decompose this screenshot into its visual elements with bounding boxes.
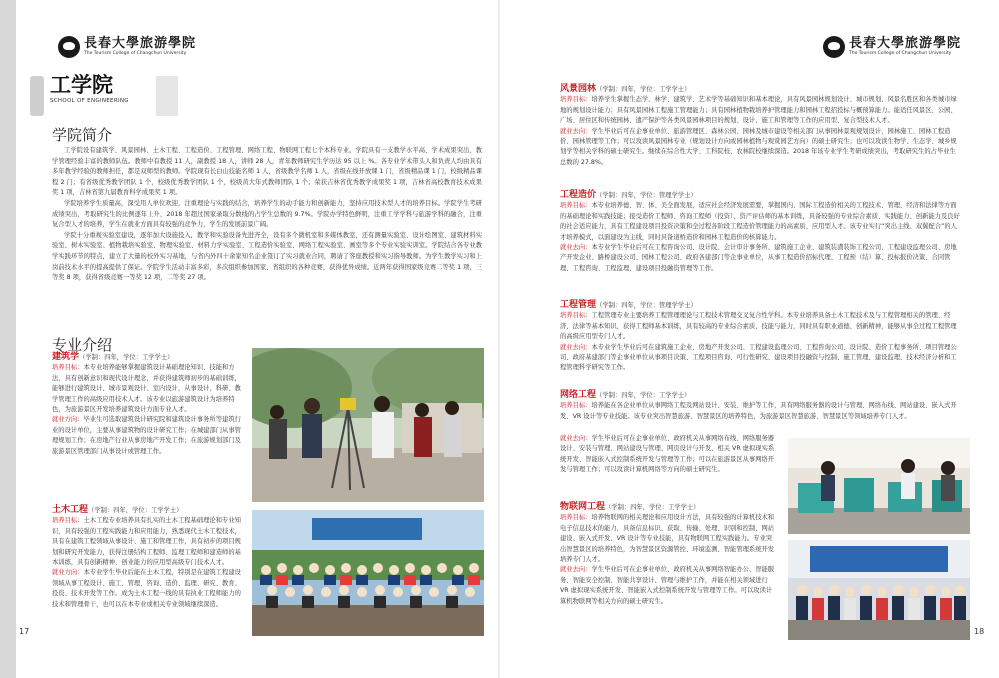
- intro-body: [52, 146, 482, 284]
- right-page: [500, 0, 999, 678]
- goal-text: 工程管理专业主要培养工程管理理论与工程技术管理交叉复合性学科。本专业培养具备土木工程技术及与工程管理相关的管理、经济、法律等基本知识，获得工程师基本训练，具有较高的专业综合素质、技能与能力，同时具有职业道德、创新精神，能够从事全过程工程管理的高级应用型专门人才。: [560, 312, 957, 341]
- goal-label: 培养目标：: [560, 96, 592, 104]
- major-engineering-cost: [560, 190, 960, 274]
- goal-label: 培养目标：: [560, 312, 592, 320]
- major-meta: （学制：四年，学位：管理学学士）: [596, 192, 697, 199]
- goal-label: 培养目标：: [560, 402, 592, 410]
- major-iot-engineering: [560, 502, 778, 607]
- job-text: 学生毕业后可在企事业单位、政府机关从事网络智能办公、智能服务、智能安全控制、智能共享设计、管理与维护工作，并能在相关领域进行 VR 虚拟现实系统开发、智能嵌入式控制系统开发与管理等工作。可以攻读计算机物联网等相关方向的硕士研究生。: [560, 566, 775, 605]
- major-network-engineering-intro: [560, 390, 960, 422]
- major-meta: （学制：四年，学位：工学学士）: [605, 504, 700, 511]
- section-subtitle: SCHOOL OF ENGINEERING: [50, 98, 129, 104]
- section-tab-decoration: [30, 76, 44, 116]
- job-label: 就业方向：: [52, 569, 84, 577]
- intro-paragraph: 学院十分重视实验室建设，逐年加大设施投入，教学和实验设备先进齐全，设有多个微机室和多媒体教室，还有测量实验室、设计绘图室、建筑材料实验室、树木实验室、植物栽培实验室、物理实验室、材料力学实验室、工程造价实验室、网络工程实验室、画室等多个专业实验实训室。学院结合各专业教学实践环节的特点，建立了大量的校外实习基地，与省内外四十余家知名企业签订了实习就业合同，聘请了客座教授和实习指导教师。为学生教学实习和上岗前技术水平的提高提供了保证。学院学生活动丰富多彩，多次组织参加国家、省组织的各种竞赛，获得优异成绩。近两年获得国家级竞赛二等奖 1 项，三等奖 8 项，获得省级竞赛一等奖 12 项，二等奖 27 项。: [52, 231, 482, 282]
- major-meta: （学制：四年，学位：管理学学士）: [596, 302, 697, 309]
- job-label: 就业去向：: [560, 127, 592, 135]
- major-meta: （学制：四年，学位：工学学士）: [79, 354, 174, 361]
- job-text: 毕业生可选取建筑设计研究院和建筑设计事务所等建筑行业的设计单位，主要从事建筑物的设计研究工作；在城建部门从事管理规划工作；在房地产行业从事房地产开发工作；在旅游规划部门及旅游景区管理部门从事设计或管理工作。: [52, 416, 241, 455]
- university-logo-icon: [58, 36, 80, 58]
- major-network-engineering-job: [560, 434, 778, 476]
- job-label: 就业去向：: [560, 566, 592, 574]
- right-logo: [823, 36, 961, 58]
- page-number-left: 17: [19, 627, 30, 636]
- photo-surveying-students: [252, 348, 484, 502]
- goal-text: 本专业培养德、智、体、美全面发展，适应社会经济发展需要，掌握国内、国际工程造价相关的工程技术、管理、经济和法律等方面的基础理论和实践技能；接受造价工程师、咨询工程师（投资）、资产评估师的基本训练，具备较强的专业综合素质、实践能力、创新能力及良好的社会适应能力，具有工程建设项目投资决策和全过程各阶段工程造价管理能力的高素质、应用型人才。该专业实行“突出主线、双翼配合”的人才培养模式，以面建设为主线，同时具备道桥造价和园林工程造价的核算能力。: [560, 202, 960, 241]
- left-logo: [58, 36, 196, 58]
- goal-label: 培养目标：: [560, 514, 592, 522]
- page-number-right: 18: [974, 627, 985, 636]
- logo-en: The Tourism College of Changchun University: [84, 51, 187, 56]
- goal-text: 本专业培养能够掌握建筑设计基础理论知识、技能和方法，具有创新意识和现代设计理念，并获得建筑师初步的基础训练，能够进行建筑设计、城市景观设计、室内设计，从事设计、科研、教学管理工作的高级应用技术人才。该专业以旅游建筑设计为培养特色，为旅游景区开发培养建筑设计方面专业人才。: [52, 364, 241, 414]
- majors-heading: 专业介绍: [52, 336, 113, 354]
- goal-label: 培养目标：: [52, 517, 84, 525]
- job-label: 就业去向：: [560, 343, 592, 351]
- job-text: 本专业学生毕业后可在建筑施工企业、房地产开发公司、工程建设监理公司、工程咨询公司、设计院、造价工程事务所、项目管理公司、政府基建部门等企事业单位从事项目决策、工程项目咨询、可行性研究、建设项目投融资与控制、施工管理、建设监理、技术经济分析和工程管理科学研究等工作。: [560, 343, 957, 372]
- major-architecture: [52, 352, 242, 457]
- goal-text: 培养物联网的相关理论和应用设计方法，具有较强的计算机技术和电子信息技术的能力，具备信息标识、获取、传输、处理、识别和控制、网站建设、嵌入式开发、VR 设计等专业技能，具有物联网工程实践能力。专业突出智慧景区的培养特色，为智慧景区资源管控、环境监测、智能管理系统开发培养专门人才。: [560, 514, 775, 564]
- photo-award-group: [788, 540, 970, 640]
- major-name: 工程管理: [560, 300, 597, 310]
- major-engineering-management: [560, 300, 960, 374]
- goal-text: 土木工程专业培养具有扎实的土木工程基础理论和专业知识，具有较强的工程实践能力和应用能力，熟悉现代土木工程技术，具有在建筑工程领域从事设计、施工和管理工作，具有初步的项目规划和研究开发能力，获得注册结构工程师、监理工程师和建造师的基本训练，具有创新精神、创业能力的应用型高级专门技术人才。: [52, 517, 241, 567]
- major-name: 风景园林: [560, 84, 597, 94]
- goal-label: 培养目标：: [560, 202, 592, 210]
- job-text: 本专业学生毕业后能在土木工程，特别是在建筑工程建设领域从事工程设计、施工、管理、咨询、造价、监理、研究、教育、投资、技术开发等工作。成为土木工程一线的具有执业工程师能力的技术和管理骨干，也可以在本专业或相关专业领域继续深造。: [52, 569, 241, 608]
- major-name: 工程造价: [560, 190, 597, 200]
- logo-cn: 長春大學旅游學院: [849, 36, 962, 51]
- job-text: 学生毕业后可在企事业单位、旅游管理区、森林公园、园林及城市建设等相关部门从事园林景观规划设计、园林施工、园林工程造价、园林管理等工作；可以攻读风景园林专业（规划设计方向或园林植物与观赏园艺方向）的硕士研究生；也可以攻读生物学、生态学、城乡规划学等相关学科的硕士研究生。继续在综合性大学、工科院校、农林院校继续深造。2018 年该专业学生考研成绩突出，考取研究生的占毕业生总数的 27.8%。: [560, 127, 957, 166]
- section-title: [30, 72, 178, 124]
- logo-cn: 長春大學旅游學院: [84, 36, 197, 51]
- job-text: 本专业学生毕业后可在工程咨询公司、设计院、会计审计事务所、建筑施工企业、建筑装潢装饰工程公司、工程建设监理公司、房地产开发企业、路桥建设公司、园林工程公司、政府各建部门等企事业单位，从事工程造价招标代理、工程预（结）算、投标报价决策、合同管理、工程咨询、工程监理、建设项目投融资管理等工作。: [560, 244, 957, 272]
- major-meta: （学制：四年，学位：工学学士）: [596, 392, 691, 399]
- major-name: 土木工程: [52, 505, 89, 515]
- photo-lab-instruments: [788, 438, 970, 534]
- section-title-text: 工学院: [50, 73, 113, 97]
- photo-group-students: [252, 510, 484, 636]
- job-label: 就业去向：: [560, 435, 592, 442]
- logo-en: The Tourism College of Changchun University: [849, 51, 952, 56]
- intro-paragraph: 学院培养学生质量高，深受用人单位欢迎，注重理论与实践的结合，培养学生的动手能力和创新能力，坚持应用技术型人才的培养目标。学院学生考研成绩突出，考取研究生的比例逐年上升，2018 年超过国家录取分数线的占学生总数的 9.7%。学院办学特色鲜明，注重工学学科与旅游学科的融合，注重复合型人才的培养，学生在就业方面具有较强的竞争力，学生的发展前景广阔。: [52, 199, 482, 229]
- intro-heading: 学院简介: [52, 126, 113, 144]
- major-name: 物联网工程: [560, 502, 606, 512]
- job-label: 就业去向：: [560, 244, 592, 252]
- goal-text: 培养能在各企业单位从事网络工程及网站设计、安装、维护等工作，具有网络服务器的设计与管理、网络布线、网站建设、嵌入式开发、VR 设计等专业技能。该专业突出智慧旅游、智慧景区的培养特色，为旅游景区智慧旅游、智慧景区等领域培养专门人才。: [560, 402, 957, 420]
- major-meta: （学制：四年，学位：工学学士）: [88, 507, 183, 514]
- section-tab-decoration-right: [156, 76, 178, 116]
- major-landscape-architecture: [560, 84, 960, 168]
- major-civil-engineering: [52, 505, 242, 610]
- goal-label: 培养目标：: [52, 364, 84, 372]
- job-text: 学生毕业后可在企事业单位、政府机关从事网络布线、网络服务器设计、安装与管理、网站建设与管理、网页设计与开发、相关 VR 虚拟现实系统开发、智能嵌入式控制系统开发与管理等工作；可以在旅游景区从事网络开发与管理工作；可以攻读计算机网络等方向的硕士研究生。: [560, 435, 775, 474]
- intro-paragraph: 工学院设有建筑学、风景园林、土木工程、工程造价、工程管理、网络工程、物联网工程七个本科专业。学院具有一支教学水平高、学术成果突出、教学管理经验丰富的教师队伍。教师中有教授 11 人，副教授 18 人，讲师 28 人，青年教师研究生学历达 95 以上 %。各专业学术带头人和负责人均由具有多年教学经验的教师担任，都是双师型的教师。学院现有长白山技能名师 1 人，省级教学名师 1 人，省级在线开放课 1 门，省级精品课 1 门，校级精品课程 2 门；有省级优秀教学团队 1 个，校级优秀教学团队 1 个，校级黄大年式教师团队 1 个；荣获吉林省优秀教学成果奖 1 项，吉林省高校教育技术成果奖 1 项，吉林省第九届教育科学成果奖 1 项。: [52, 147, 482, 197]
- major-meta: （学制：四年，学位：工学学士）: [596, 86, 691, 93]
- left-margin-band: [0, 0, 16, 678]
- job-label: 就业方向：: [52, 416, 84, 424]
- university-logo-icon: [823, 36, 845, 58]
- major-name: 建筑学: [52, 352, 80, 362]
- goal-text: 培养学生掌握生态学、林学、建筑学、艺术学等基础知识和基本理论，具有风景园林规划设计、城市规划、风景名胜区和各类城市绿地的规划设计能力；具有风景园林工程施工管理能力；具有园林植物栽培养护管理能力和园林工程招投标与概预算能力。能适任风景区、公园、广场、居住区和传统园林、遗产保护等各类风景园林项目的规划、设计、施工和管理等工作的应用型、复合型技术人才。: [560, 96, 957, 125]
- major-name: 网络工程: [560, 390, 597, 400]
